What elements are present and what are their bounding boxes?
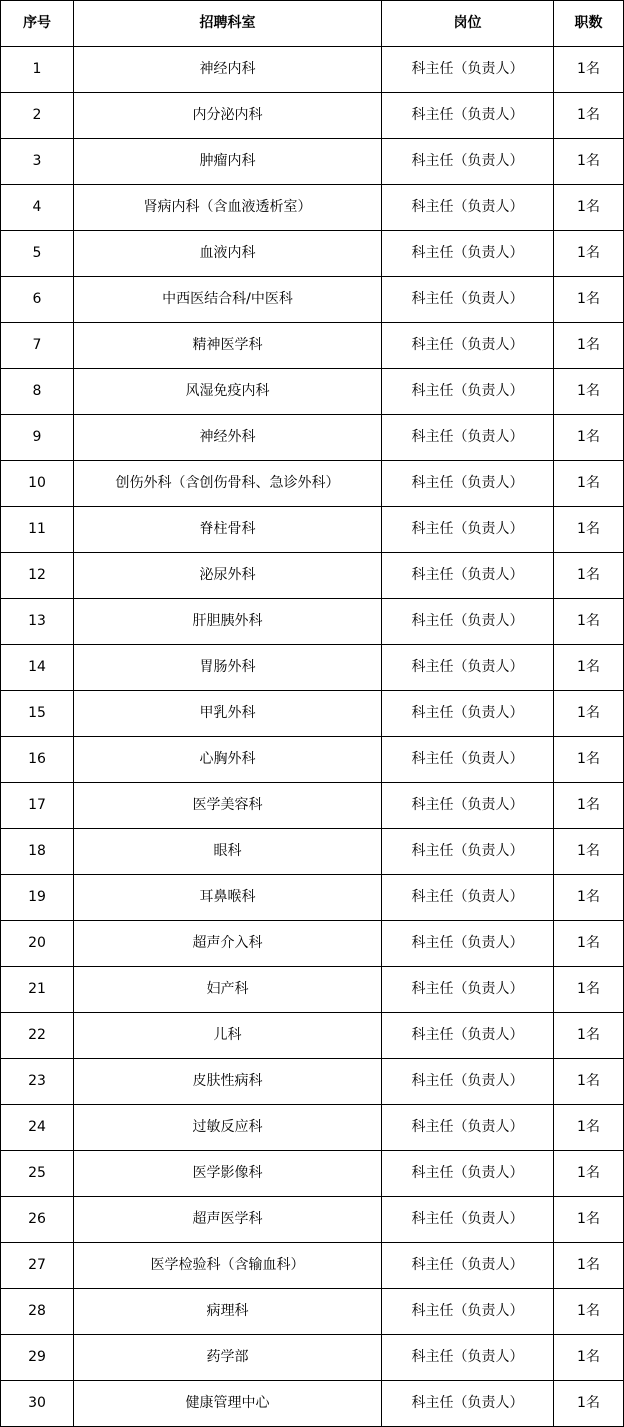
cell-number: 25	[1, 1151, 74, 1197]
cell-department: 精神医学科	[74, 323, 382, 369]
header-number: 序号	[1, 1, 74, 47]
table-row	[1, 875, 624, 921]
cell-position: 科主任（负责人）	[382, 829, 554, 875]
cell-number: 2	[1, 93, 74, 139]
cell-number: 29	[1, 1335, 74, 1381]
cell-count: 1名	[554, 1381, 624, 1427]
table-row	[1, 783, 624, 829]
cell-count: 1名	[554, 93, 624, 139]
cell-number: 9	[1, 415, 74, 461]
table-row	[1, 277, 624, 323]
cell-position: 科主任（负责人）	[382, 139, 554, 185]
cell-number: 26	[1, 1197, 74, 1243]
cell-department: 超声介入科	[74, 921, 382, 967]
cell-department: 儿科	[74, 1013, 382, 1059]
table-row	[1, 1151, 624, 1197]
cell-position: 科主任（负责人）	[382, 1013, 554, 1059]
cell-count: 1名	[554, 415, 624, 461]
cell-count: 1名	[554, 139, 624, 185]
cell-position: 科主任（负责人）	[382, 415, 554, 461]
cell-position: 科主任（负责人）	[382, 369, 554, 415]
cell-position: 科主任（负责人）	[382, 1289, 554, 1335]
cell-position: 科主任（负责人）	[382, 93, 554, 139]
cell-count: 1名	[554, 1013, 624, 1059]
cell-number: 7	[1, 323, 74, 369]
cell-position: 科主任（负责人）	[382, 1381, 554, 1427]
cell-position: 科主任（负责人）	[382, 691, 554, 737]
cell-number: 17	[1, 783, 74, 829]
header-row	[1, 1, 624, 47]
cell-department: 肾病内科（含血液透析室）	[74, 185, 382, 231]
cell-department: 超声医学科	[74, 1197, 382, 1243]
cell-position: 科主任（负责人）	[382, 921, 554, 967]
cell-department: 妇产科	[74, 967, 382, 1013]
cell-number: 21	[1, 967, 74, 1013]
cell-position: 科主任（负责人）	[382, 277, 554, 323]
cell-position: 科主任（负责人）	[382, 1197, 554, 1243]
cell-count: 1名	[554, 1289, 624, 1335]
cell-position: 科主任（负责人）	[382, 645, 554, 691]
cell-number: 3	[1, 139, 74, 185]
cell-count: 1名	[554, 875, 624, 921]
cell-count: 1名	[554, 185, 624, 231]
cell-count: 1名	[554, 231, 624, 277]
cell-number: 1	[1, 47, 74, 93]
table-row	[1, 599, 624, 645]
cell-department: 眼科	[74, 829, 382, 875]
table-row	[1, 645, 624, 691]
cell-department: 过敏反应科	[74, 1105, 382, 1151]
cell-department: 心胸外科	[74, 737, 382, 783]
cell-count: 1名	[554, 599, 624, 645]
cell-department: 医学美容科	[74, 783, 382, 829]
header-position: 岗位	[382, 1, 554, 47]
cell-position: 科主任（负责人）	[382, 47, 554, 93]
cell-count: 1名	[554, 369, 624, 415]
cell-position: 科主任（负责人）	[382, 737, 554, 783]
cell-department: 脊柱骨科	[74, 507, 382, 553]
table-row	[1, 93, 624, 139]
cell-position: 科主任（负责人）	[382, 1105, 554, 1151]
cell-number: 20	[1, 921, 74, 967]
cell-count: 1名	[554, 737, 624, 783]
cell-department: 神经内科	[74, 47, 382, 93]
table-row	[1, 1059, 624, 1105]
cell-number: 11	[1, 507, 74, 553]
cell-number: 30	[1, 1381, 74, 1427]
cell-position: 科主任（负责人）	[382, 1335, 554, 1381]
table-row	[1, 967, 624, 1013]
cell-position: 科主任（负责人）	[382, 323, 554, 369]
cell-department: 神经外科	[74, 415, 382, 461]
cell-count: 1名	[554, 553, 624, 599]
cell-position: 科主任（负责人）	[382, 461, 554, 507]
cell-department: 皮肤性病科	[74, 1059, 382, 1105]
cell-department: 血液内科	[74, 231, 382, 277]
cell-department: 创伤外科（含创伤骨科、急诊外科）	[74, 461, 382, 507]
table-row	[1, 691, 624, 737]
cell-count: 1名	[554, 921, 624, 967]
cell-position: 科主任（负责人）	[382, 231, 554, 277]
cell-count: 1名	[554, 461, 624, 507]
table-row	[1, 1335, 624, 1381]
table-header	[1, 1, 624, 47]
cell-number: 19	[1, 875, 74, 921]
table-row	[1, 1013, 624, 1059]
cell-count: 1名	[554, 1335, 624, 1381]
cell-department: 肿瘤内科	[74, 139, 382, 185]
cell-number: 23	[1, 1059, 74, 1105]
table-row	[1, 369, 624, 415]
cell-number: 10	[1, 461, 74, 507]
cell-department: 内分泌内科	[74, 93, 382, 139]
header-count: 职数	[554, 1, 624, 47]
cell-department: 泌尿外科	[74, 553, 382, 599]
cell-department: 病理科	[74, 1289, 382, 1335]
header-department: 招聘科室	[74, 1, 382, 47]
cell-department: 胃肠外科	[74, 645, 382, 691]
cell-position: 科主任（负责人）	[382, 1243, 554, 1289]
table-row	[1, 829, 624, 875]
cell-number: 22	[1, 1013, 74, 1059]
cell-number: 24	[1, 1105, 74, 1151]
cell-department: 医学检验科（含输血科）	[74, 1243, 382, 1289]
cell-position: 科主任（负责人）	[382, 1059, 554, 1105]
cell-position: 科主任（负责人）	[382, 875, 554, 921]
cell-number: 13	[1, 599, 74, 645]
cell-number: 8	[1, 369, 74, 415]
table-row	[1, 1105, 624, 1151]
cell-department: 风湿免疫内科	[74, 369, 382, 415]
cell-number: 4	[1, 185, 74, 231]
table-row	[1, 1289, 624, 1335]
cell-count: 1名	[554, 1105, 624, 1151]
cell-department: 肝胆胰外科	[74, 599, 382, 645]
cell-count: 1名	[554, 277, 624, 323]
table-body	[1, 47, 624, 1427]
table-row	[1, 1197, 624, 1243]
table-row	[1, 415, 624, 461]
cell-department: 医学影像科	[74, 1151, 382, 1197]
table-row	[1, 1381, 624, 1427]
cell-number: 15	[1, 691, 74, 737]
cell-count: 1名	[554, 47, 624, 93]
cell-department: 甲乳外科	[74, 691, 382, 737]
table-row	[1, 139, 624, 185]
cell-number: 14	[1, 645, 74, 691]
table-row	[1, 461, 624, 507]
cell-count: 1名	[554, 967, 624, 1013]
cell-count: 1名	[554, 323, 624, 369]
table-row	[1, 231, 624, 277]
table-row	[1, 507, 624, 553]
cell-count: 1名	[554, 1197, 624, 1243]
cell-count: 1名	[554, 783, 624, 829]
cell-count: 1名	[554, 1059, 624, 1105]
cell-number: 5	[1, 231, 74, 277]
cell-department: 药学部	[74, 1335, 382, 1381]
table-row	[1, 47, 624, 93]
cell-count: 1名	[554, 645, 624, 691]
cell-count: 1名	[554, 691, 624, 737]
cell-department: 耳鼻喉科	[74, 875, 382, 921]
cell-count: 1名	[554, 507, 624, 553]
cell-department: 健康管理中心	[74, 1381, 382, 1427]
cell-position: 科主任（负责人）	[382, 967, 554, 1013]
cell-number: 6	[1, 277, 74, 323]
cell-number: 12	[1, 553, 74, 599]
table-row	[1, 921, 624, 967]
cell-number: 16	[1, 737, 74, 783]
table-row	[1, 323, 624, 369]
table-row	[1, 737, 624, 783]
cell-position: 科主任（负责人）	[382, 553, 554, 599]
cell-count: 1名	[554, 829, 624, 875]
table-row	[1, 185, 624, 231]
table-row	[1, 1243, 624, 1289]
cell-position: 科主任（负责人）	[382, 599, 554, 645]
cell-department: 中西医结合科/中医科	[74, 277, 382, 323]
cell-number: 27	[1, 1243, 74, 1289]
cell-number: 28	[1, 1289, 74, 1335]
table-row	[1, 553, 624, 599]
cell-number: 18	[1, 829, 74, 875]
cell-position: 科主任（负责人）	[382, 185, 554, 231]
cell-count: 1名	[554, 1151, 624, 1197]
cell-position: 科主任（负责人）	[382, 783, 554, 829]
cell-position: 科主任（负责人）	[382, 507, 554, 553]
cell-count: 1名	[554, 1243, 624, 1289]
cell-position: 科主任（负责人）	[382, 1151, 554, 1197]
